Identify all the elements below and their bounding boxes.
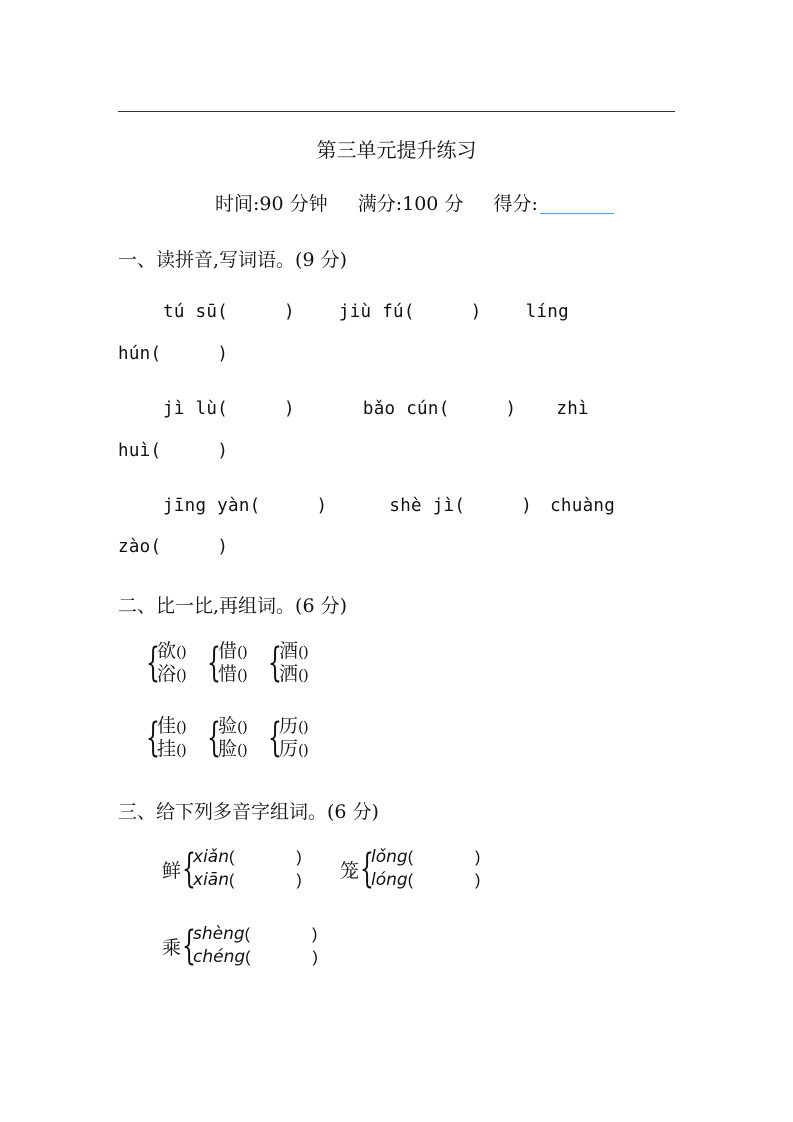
pinyin-row-1	[163, 302, 569, 322]
char: 借	[218, 640, 238, 662]
compare-group	[207, 715, 247, 761]
pinyin: lóng	[371, 870, 408, 890]
paren-open: (	[229, 849, 235, 866]
paren-close: )	[312, 949, 318, 966]
pinyin-item: bǎo cún(	[362, 399, 450, 419]
pinyin-item: tú sū(	[163, 302, 229, 322]
brace-icon: {	[146, 715, 160, 761]
pinyin: chéng	[193, 947, 246, 967]
pinyin-row-3	[163, 496, 615, 516]
answer-paren[interactable]: ()	[298, 718, 308, 736]
score-label: 得分:	[493, 193, 538, 215]
pinyin-item: hún(	[118, 344, 162, 364]
polyphone-group	[162, 846, 302, 892]
compare-group	[207, 640, 247, 686]
pinyin-item: zào(	[118, 537, 162, 557]
answer-paren[interactable]: ()	[298, 666, 308, 684]
answer-paren[interactable]: ()	[237, 666, 247, 684]
pinyin: xiǎn	[193, 847, 229, 867]
char: 历	[279, 715, 299, 737]
pinyin-row-2-cont	[118, 441, 228, 461]
char: 验	[218, 715, 238, 737]
polyphone-group	[340, 846, 480, 892]
answer-paren[interactable]: ()	[237, 741, 247, 759]
brace-icon: {	[268, 715, 282, 761]
brace-icon: {	[182, 846, 197, 892]
section1-heading: 一、读拼音,写词语。(9 分)	[118, 249, 347, 271]
paren-close: )	[284, 399, 295, 419]
pinyin-row-1-cont	[118, 344, 228, 364]
paren-open: (	[244, 926, 250, 943]
paren-close: )	[217, 537, 229, 557]
pinyin-item: jì lù(	[163, 399, 229, 419]
char: 脸	[218, 738, 238, 760]
paren-open: (	[407, 849, 414, 866]
score-blank[interactable]	[540, 191, 614, 214]
brace-icon: {	[207, 715, 221, 761]
time-text: 时间:90 分钟	[215, 193, 328, 215]
brace-icon: {	[146, 640, 160, 686]
char: 厉	[279, 738, 299, 760]
char: 惜	[218, 663, 238, 685]
pinyin-item: jiù fú(	[338, 302, 415, 322]
exam-info	[215, 189, 614, 216]
pinyin: lǒng	[371, 847, 408, 867]
paren-close: )	[475, 872, 481, 889]
paren-close: )	[312, 926, 318, 943]
char: 浴	[157, 663, 177, 685]
paren-open: (	[245, 949, 251, 966]
pinyin: shèng	[193, 924, 245, 944]
char: 洒	[279, 663, 299, 685]
paren-close: )	[521, 496, 533, 516]
answer-paren[interactable]: ()	[237, 718, 247, 736]
answer-paren[interactable]: ()	[176, 643, 186, 661]
pinyin-item: líng	[525, 302, 569, 322]
compare-group	[268, 640, 308, 686]
answer-paren[interactable]: ()	[237, 643, 247, 661]
top-rule	[118, 111, 675, 112]
paren-close: )	[475, 849, 481, 866]
paren-open: (	[407, 872, 414, 889]
char: 酒	[279, 640, 299, 662]
polyphone-char: 鲜	[162, 859, 182, 882]
answer-paren[interactable]: ()	[298, 741, 308, 759]
polyphone-char: 笼	[340, 859, 360, 882]
page-title: 第三单元提升练习	[316, 138, 477, 162]
pinyin: xiān	[193, 870, 229, 890]
paren-close: )	[217, 441, 229, 461]
char: 佳	[157, 715, 177, 737]
char: 挂	[157, 738, 177, 760]
pinyin-item: huì(	[118, 441, 162, 461]
answer-paren[interactable]: ()	[176, 666, 186, 684]
pinyin-item: jīng yàn(	[163, 496, 261, 516]
compare-group	[146, 715, 186, 761]
polyphone-char: 乘	[162, 936, 182, 959]
pinyin-row-2	[163, 399, 589, 419]
brace-icon: {	[207, 640, 221, 686]
pinyin-item: chuàng	[550, 496, 616, 516]
compare-group	[146, 640, 186, 686]
answer-paren[interactable]: ()	[176, 741, 186, 759]
full-score-text: 满分:100 分	[357, 193, 464, 215]
paren-close: )	[505, 399, 517, 419]
polyphone-group	[162, 923, 318, 969]
paren-open: (	[229, 872, 235, 889]
paren-close: )	[470, 302, 482, 322]
paren-close: )	[217, 344, 229, 364]
section2-heading: 二、比一比,再组词。(6 分)	[118, 595, 347, 617]
brace-icon: {	[182, 923, 197, 969]
answer-paren[interactable]: ()	[176, 718, 186, 736]
brace-icon: {	[360, 846, 375, 892]
paren-close: )	[284, 302, 295, 322]
pinyin-row-3-cont	[118, 537, 228, 557]
compare-group	[268, 715, 308, 761]
paren-close: )	[316, 496, 328, 516]
answer-paren[interactable]: ()	[298, 643, 308, 661]
pinyin-item: zhì	[556, 399, 589, 419]
paren-close: )	[296, 849, 302, 866]
section3-heading: 三、给下列多音字组词。(6 分)	[118, 801, 379, 823]
char: 欲	[157, 640, 177, 662]
paren-close: )	[296, 872, 302, 889]
brace-icon: {	[268, 640, 282, 686]
pinyin-item: shè jì(	[389, 496, 466, 516]
